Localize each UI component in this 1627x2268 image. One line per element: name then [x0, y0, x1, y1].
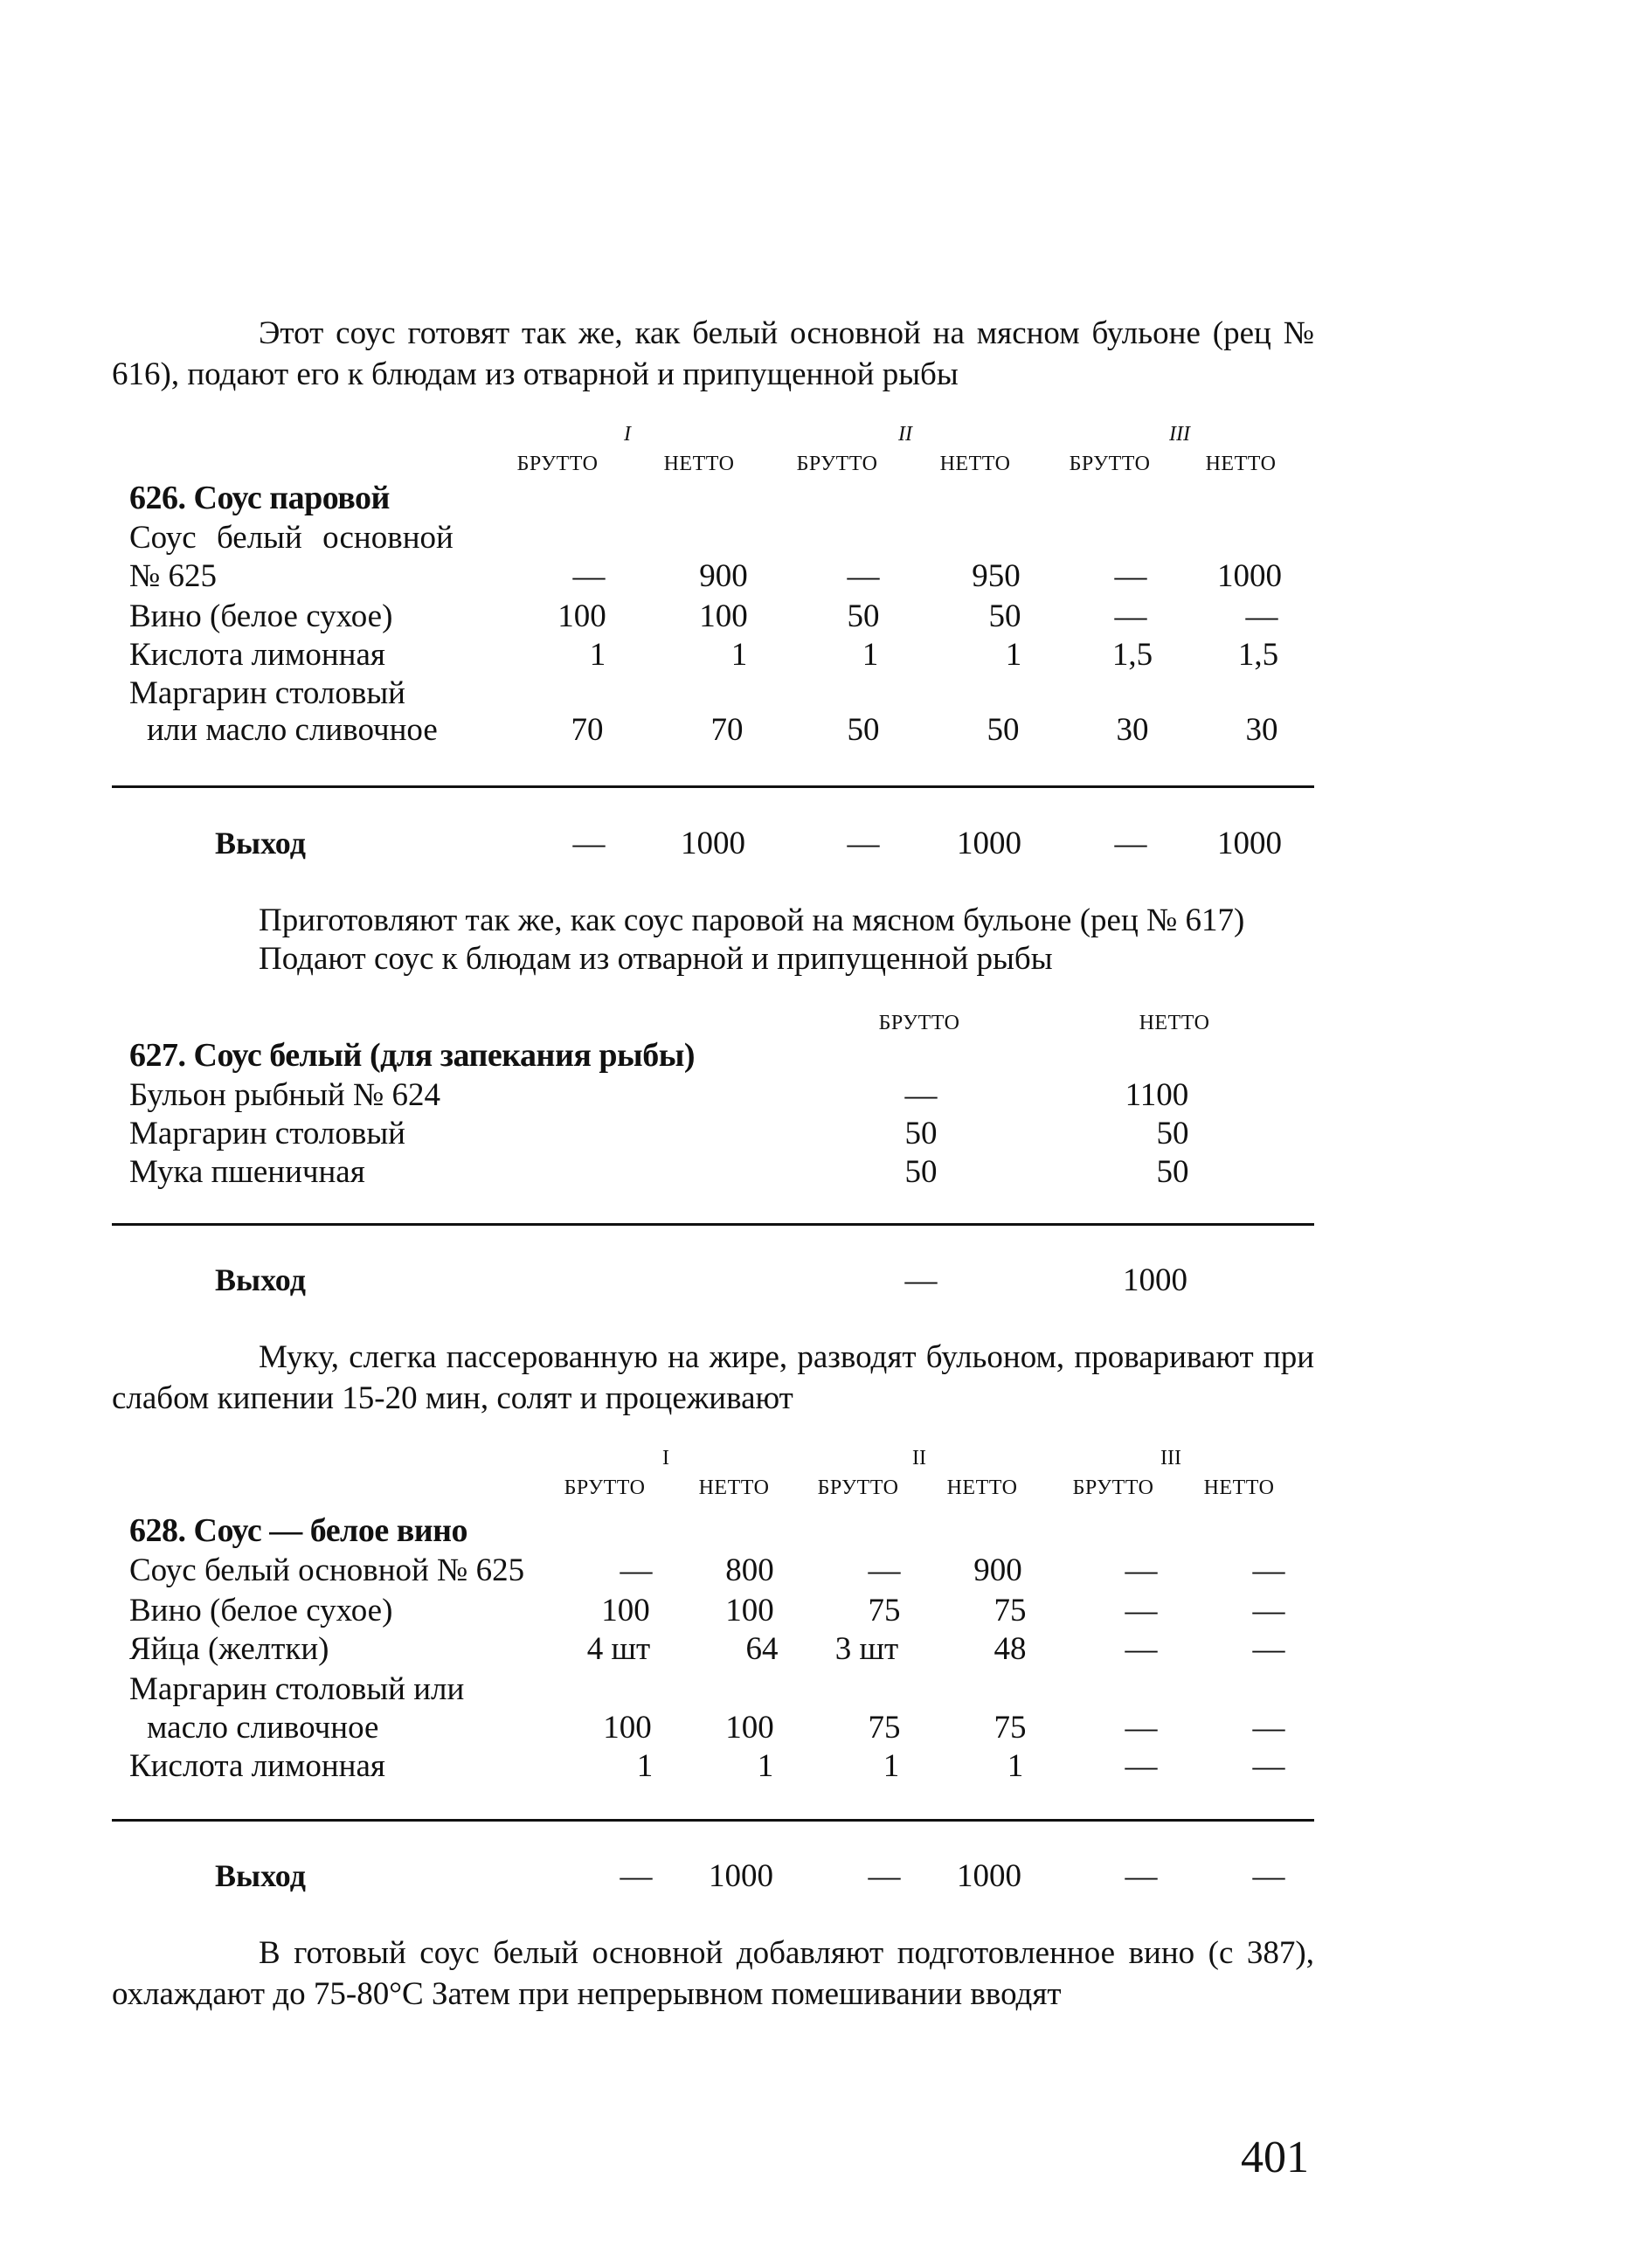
cell: 4 шт — [586, 1631, 651, 1667]
row-label: Яйца (желтки) — [129, 1631, 329, 1667]
cell: 50 — [847, 598, 880, 634]
cell: 50 — [1156, 1154, 1189, 1190]
cell: — — [1114, 598, 1147, 634]
yield-cell: 1000 — [681, 826, 745, 861]
cell: 1 — [883, 1748, 900, 1784]
cell: 30 — [1116, 712, 1149, 748]
cell: 100 — [557, 598, 606, 634]
col-header: БРУТТО — [1072, 1476, 1154, 1499]
group-2-label: II — [912, 1447, 926, 1469]
col-header: НЕТТО — [939, 453, 1011, 475]
cell: — — [1252, 1552, 1285, 1588]
yield-cell: 1000 — [709, 1858, 773, 1894]
cell: — — [1125, 1631, 1158, 1667]
cell: 100 — [603, 1710, 652, 1746]
cell: 70 — [571, 712, 604, 748]
col-header: БРУТТО — [564, 1476, 646, 1499]
cell: 100 — [601, 1593, 650, 1628]
cell: 50 — [987, 712, 1020, 748]
cell: — — [904, 1077, 938, 1113]
cell: 75 — [994, 1710, 1027, 1746]
cell: 1 — [1007, 1748, 1024, 1784]
cell: 75 — [868, 1710, 901, 1746]
cell: 75 — [868, 1593, 901, 1628]
cell: 1 — [1005, 637, 1022, 673]
cell: 800 — [725, 1552, 774, 1588]
group-3-label: III — [1160, 1447, 1181, 1469]
cell: 50 — [904, 1116, 938, 1151]
note-627-paragraph: Муку, слегка пассерованную на жире, разводят бульоном, проваривают при слабом кипении 15-20 мин, солят и процеживают — [112, 1339, 1314, 1416]
page-number: 401 — [1241, 2133, 1309, 2182]
yield-cell: — — [1114, 826, 1147, 861]
row-label: Вино (белое сухое) — [129, 598, 393, 634]
table-rule — [112, 1223, 1314, 1226]
cell: 100 — [699, 598, 748, 634]
cell: 900 — [973, 1552, 1022, 1588]
cell: — — [1252, 1593, 1285, 1628]
yield-cell: — — [868, 1858, 901, 1894]
row-label: Бульон рыбный № 624 — [129, 1077, 441, 1113]
group-3-label: III — [1169, 423, 1190, 446]
cell: — — [1245, 598, 1278, 634]
cell: 1,5 — [1111, 637, 1153, 673]
row-label: Соус белый основной — [129, 520, 453, 556]
col-header: НЕТТО — [1139, 1012, 1210, 1034]
row-label: или масло сливочное — [147, 712, 438, 748]
yield-cell: — — [1125, 1858, 1158, 1894]
col-header: БРУТТО — [817, 1476, 899, 1499]
cell: 64 — [745, 1631, 779, 1667]
row-label: Маргарин столовый или — [129, 1671, 465, 1707]
note-626-line-2: Подают соус к блюдам из отварной и припущенной рыбы — [259, 941, 1053, 977]
recipe-title: 627. Соус белый (для запекания рыбы) — [129, 1037, 696, 1074]
cell: 50 — [1156, 1116, 1189, 1151]
cell: — — [620, 1552, 653, 1588]
group-1-label: I — [624, 423, 631, 446]
cell: — — [1114, 558, 1147, 594]
row-label: Соус белый основной № 625 — [129, 1552, 525, 1588]
col-header: НЕТТО — [698, 1476, 770, 1499]
cell: 48 — [994, 1631, 1027, 1667]
table-rule — [112, 785, 1314, 788]
row-label: Мука пшеничная — [129, 1154, 365, 1190]
recipe-title: 628. Соус — белое вино — [129, 1512, 468, 1549]
intro-paragraph: Этот соус готовят так же, как белый основной на мясном бульоне (рец № 616), подают его к блюдам из отварной и припущенной рыбы — [112, 315, 1314, 392]
yield-cell: — — [572, 826, 606, 861]
cell: 50 — [904, 1154, 938, 1190]
yield-cell: — — [904, 1262, 938, 1298]
yield-cell: — — [620, 1858, 653, 1894]
cell: 50 — [988, 598, 1021, 634]
yield-cell: — — [847, 826, 880, 861]
row-label: Кислота лимонная — [129, 1748, 385, 1784]
col-header: БРУТТО — [516, 453, 599, 475]
cell: 1 — [757, 1748, 774, 1784]
cell: 75 — [994, 1593, 1027, 1628]
yield-label: Выход — [215, 1858, 306, 1893]
cell: 1 — [636, 1748, 654, 1784]
note-626-line-1: Приготовляют так же, как соус паровой на мясном бульоне (рец № 617) — [259, 902, 1245, 938]
row-label: Маргарин столовый — [129, 675, 405, 711]
cell: — — [868, 1552, 901, 1588]
cell: — — [572, 558, 606, 594]
group-2-label: II — [898, 423, 912, 446]
cell: 1 — [589, 637, 606, 673]
cell: 100 — [725, 1593, 774, 1628]
yield-cell: 1000 — [957, 826, 1021, 861]
cell: 30 — [1245, 712, 1278, 748]
cell: 100 — [725, 1710, 774, 1746]
col-header: БРУТТО — [878, 1012, 960, 1034]
recipe-title: 626. Соус паровой — [129, 480, 390, 516]
cell: — — [1125, 1593, 1158, 1628]
note-628-paragraph: В готовый соус белый основной добавляют подготовленное вино (с 387), охлаждают до 75-80°С Затем при непрерывном помешивании вводят — [112, 1935, 1314, 2012]
cell: 1 — [730, 637, 748, 673]
yield-cell: 1000 — [1217, 826, 1282, 861]
row-label: Кислота лимонная — [129, 637, 385, 673]
cell: 1 — [862, 637, 879, 673]
yield-label: Выход — [215, 826, 306, 861]
cell: 1,5 — [1237, 637, 1279, 673]
col-header: НЕТТО — [946, 1476, 1018, 1499]
col-header: БРУТТО — [1069, 453, 1151, 475]
col-header: БРУТТО — [796, 453, 878, 475]
cell: — — [1252, 1710, 1285, 1746]
cell: — — [1125, 1748, 1158, 1784]
row-label: масло сливочное — [147, 1710, 379, 1746]
cell: 950 — [972, 558, 1021, 594]
cell: — — [1125, 1552, 1158, 1588]
yield-cell: — — [1252, 1858, 1285, 1894]
row-label: № 625 — [129, 558, 218, 594]
group-1-label: I — [662, 1447, 669, 1469]
cell: 50 — [847, 712, 880, 748]
row-label: Вино (белое сухое) — [129, 1593, 393, 1628]
cell: 70 — [710, 712, 744, 748]
row-label: Маргарин столовый — [129, 1116, 405, 1151]
cell: 1100 — [1125, 1077, 1189, 1113]
yield-label: Выход — [215, 1262, 306, 1297]
col-header: НЕТТО — [1203, 1476, 1275, 1499]
yield-cell: 1000 — [957, 1858, 1021, 1894]
cell: 3 шт — [834, 1631, 899, 1667]
table-rule — [112, 1819, 1314, 1822]
cell: — — [1125, 1710, 1158, 1746]
cell: — — [847, 558, 880, 594]
yield-cell: 1000 — [1123, 1262, 1187, 1298]
cell: — — [1252, 1631, 1285, 1667]
col-header: НЕТТО — [1205, 453, 1277, 475]
cell: 900 — [699, 558, 748, 594]
col-header: НЕТТО — [663, 453, 735, 475]
cell: — — [1252, 1748, 1285, 1784]
cell: 1000 — [1217, 558, 1282, 594]
